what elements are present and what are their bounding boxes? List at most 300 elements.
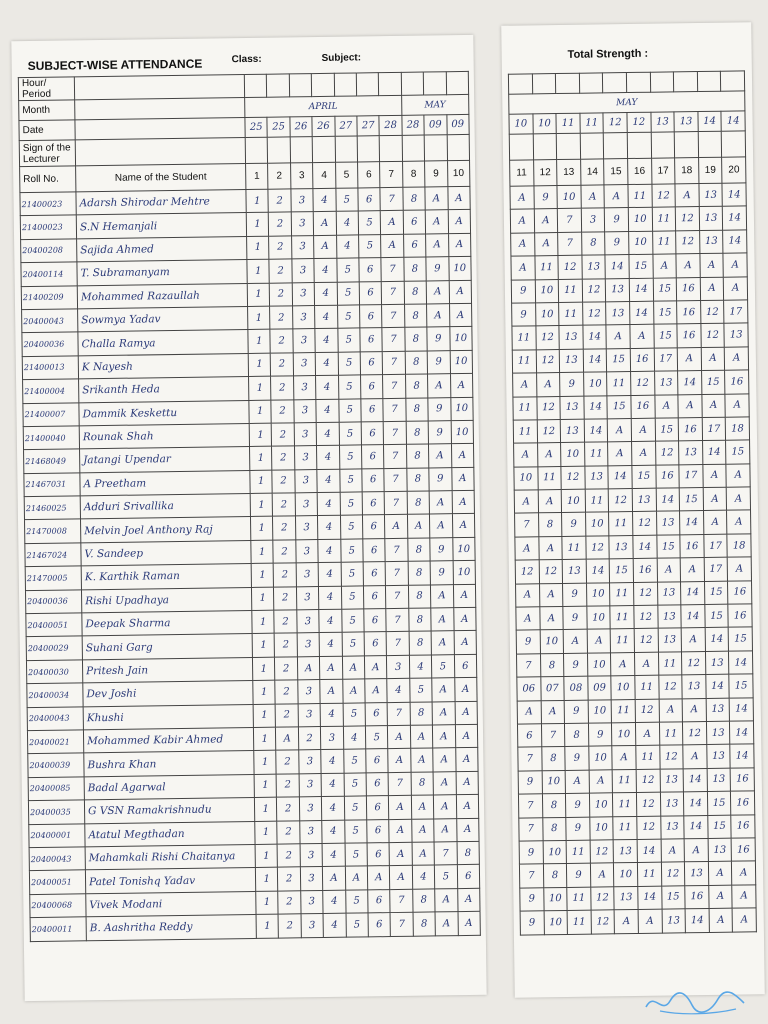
attendance-cell: A (514, 443, 538, 467)
date-cell: 14 (721, 111, 745, 131)
attendance-cell: 16 (725, 370, 749, 394)
attendance-cell: 14 (706, 674, 730, 698)
attendance-cell: A (455, 748, 478, 772)
attendance-cell: 2 (275, 680, 298, 704)
attendance-cell: 3 (295, 516, 318, 540)
attendance-cell: 9 (588, 723, 612, 747)
attendance-cell: 15 (607, 395, 631, 419)
hour-cell (379, 72, 402, 95)
attendance-cell: 4 (412, 865, 435, 889)
student-row-right (520, 908, 756, 935)
attendance-cell: 4 (314, 258, 337, 282)
attendance-cell: 13 (606, 301, 630, 325)
sign-cell (268, 137, 291, 163)
attendance-cell: 4 (316, 399, 339, 423)
attendance-cell: 7 (515, 513, 539, 537)
attendance-cell: 15 (655, 418, 679, 442)
column-number: 5 (335, 162, 358, 188)
student-row-right (512, 300, 748, 327)
attendance-cell: 1 (255, 844, 278, 868)
attendance-cell: 1 (255, 867, 278, 891)
sign-cell (698, 131, 722, 157)
attendance-cell: A (434, 818, 457, 842)
attendance-cell: 7 (390, 889, 413, 913)
student-row-right (510, 206, 746, 233)
sign-cell (533, 134, 557, 160)
attendance-cell: 5 (344, 819, 367, 843)
attendance-cell: 8 (403, 187, 426, 211)
attendance-cell: A (538, 536, 562, 560)
attendance-cell: 13 (660, 769, 684, 793)
attendance-cell: 3 (293, 329, 316, 353)
attendance-cell: 16 (731, 838, 755, 862)
student-row-right (519, 838, 755, 865)
attendance-cell: 3 (291, 235, 314, 259)
attendance-cell: 3 (298, 680, 321, 704)
attendance-cell: 5 (339, 445, 362, 469)
attendance-cell: 12 (701, 324, 725, 348)
attendance-cell: A (537, 443, 561, 467)
attendance-cell: 12 (558, 255, 582, 279)
attendance-cell: 6 (364, 609, 387, 633)
attendance-cell: 1 (254, 797, 277, 821)
attendance-cell: A (342, 679, 365, 703)
attendance-cell: 10 (586, 582, 610, 606)
student-row-right (514, 440, 750, 467)
attendance-cell: 14 (680, 511, 704, 535)
attendance-cell: 12 (590, 840, 614, 864)
attendance-cell: 5 (337, 305, 360, 329)
student-row-right (513, 393, 749, 420)
attendance-cell: A (732, 908, 756, 932)
attendance-cell: 4 (316, 375, 339, 399)
attendance-cell: A (534, 232, 558, 256)
attendance-cell: A (389, 795, 412, 819)
attendance-cell: 6 (403, 234, 426, 258)
attendance-cell: A (511, 233, 535, 257)
sign-cell (290, 137, 313, 163)
attendance-cell: 5 (345, 890, 368, 914)
attendance-cell: 2 (278, 867, 301, 891)
attendance-cell: 14 (730, 721, 754, 745)
attendance-cell: A (536, 373, 560, 397)
attendance-cell: A (682, 698, 706, 722)
attendance-cell: A (608, 442, 632, 466)
attendance-cell: 2 (269, 212, 292, 236)
student-name: Vivek Modani (86, 891, 256, 917)
attendance-cell: 3 (300, 843, 323, 867)
attendance-cell: A (433, 725, 456, 749)
attendance-cell: 3 (387, 655, 410, 679)
attendance-cell: A (435, 912, 458, 936)
column-number: 20 (722, 157, 746, 183)
attendance-cell: A (314, 235, 337, 259)
attendance-cell: A (447, 186, 470, 210)
attendance-cell: 10 (589, 746, 613, 770)
attendance-cell: 5 (343, 749, 366, 773)
sign-cell (335, 136, 358, 162)
attendance-cell: 14 (584, 395, 608, 419)
attendance-cell: A (652, 254, 676, 278)
attendance-cell: 3 (292, 306, 315, 330)
attendance-cell: 12 (661, 862, 685, 886)
student-name: V. Sandeep (81, 540, 251, 566)
attendance-cell: 1 (256, 914, 279, 938)
attendance-cell: A (657, 558, 681, 582)
attendance-cell: 11 (512, 350, 536, 374)
attendance-cell: 13 (654, 371, 678, 395)
attendance-cell: 7 (518, 747, 542, 771)
attendance-cell: 9 (428, 397, 451, 421)
sign-row-right (509, 131, 745, 160)
attendance-cell: 13 (705, 651, 729, 675)
attendance-cell: A (454, 631, 477, 655)
attendance-cell: 11 (567, 910, 591, 934)
date-cell: 28 (402, 115, 425, 135)
attendance-cell: 15 (728, 627, 752, 651)
student-name: S.N Hemanjali (76, 213, 246, 239)
attendance-cell: A (448, 210, 471, 234)
attendance-cell: 14 (608, 465, 632, 489)
student-row-right (515, 510, 751, 537)
attendance-cell: 13 (614, 886, 638, 910)
sign-spacer (75, 138, 245, 166)
attendance-cell: 13 (679, 441, 703, 465)
attendance-cell: 14 (638, 886, 662, 910)
attendance-cell: 12 (655, 441, 679, 465)
student-name: Khushi (83, 704, 253, 730)
attendance-cell: 6 (366, 772, 389, 796)
attendance-cell: A (728, 557, 752, 581)
attendance-cell: 12 (536, 349, 560, 373)
attendance-cell: 8 (405, 374, 428, 398)
attendance-cell: 4 (313, 188, 336, 212)
attendance-cell: 07 (540, 677, 564, 701)
attendance-cell: 14 (730, 744, 754, 768)
attendance-cell: 11 (612, 699, 636, 723)
attendance-cell: 4 (319, 586, 342, 610)
attendance-cell: 11 (537, 466, 561, 490)
attendance-cell: 5 (358, 211, 381, 235)
roll-number: 20400034 (27, 683, 83, 707)
attendance-cell: A (426, 233, 449, 257)
attendance-cell: A (276, 727, 299, 751)
attendance-cell: 12 (675, 207, 699, 231)
student-name: Bushra Khan (84, 751, 254, 777)
attendance-cell: A (385, 515, 408, 539)
attendance-cell: A (684, 838, 708, 862)
date-spacer (75, 118, 245, 140)
student-row-right (513, 370, 749, 397)
student-row-right (511, 253, 747, 280)
attendance-cell: 4 (315, 352, 338, 376)
attendance-cell: 1 (250, 517, 273, 541)
attendance-cell: A (432, 678, 455, 702)
attendance-cell: 11 (566, 840, 590, 864)
attendance-cell: 7 (383, 398, 406, 422)
attendance-cell: 17 (724, 300, 748, 324)
name-header: Name of the Student (76, 164, 246, 192)
attendance-cell: A (389, 819, 412, 843)
attendance-cell: 8 (408, 561, 431, 585)
attendance-cell: 14 (684, 792, 708, 816)
attendance-cell: A (732, 861, 756, 885)
attendance-cell: 06 (517, 677, 541, 701)
attendance-cell: 7 (386, 632, 409, 656)
attendance-cell: 8 (404, 304, 427, 328)
attendance-cell: 10 (561, 442, 585, 466)
attendance-cell: 14 (685, 909, 709, 933)
attendance-cell: 7 (382, 281, 405, 305)
attendance-cell: A (451, 444, 474, 468)
roll-number: 20400208 (21, 239, 77, 263)
roll-number: 20400001 (29, 823, 85, 847)
attendance-cell: 11 (584, 442, 608, 466)
attendance-cell: A (727, 487, 751, 511)
attendance-cell: A (449, 280, 472, 304)
attendance-cell: 10 (543, 887, 567, 911)
attendance-cell: 1 (250, 470, 273, 494)
date-cell: 13 (651, 112, 675, 132)
attendance-cell: A (434, 795, 457, 819)
attendance-cell: 4 (321, 750, 344, 774)
attendance-cell: 9 (564, 653, 588, 677)
column-number: 9 (425, 161, 448, 187)
attendance-cell: 8 (565, 723, 589, 747)
attendance-cell: 2 (278, 891, 301, 915)
attendance-cell: 11 (610, 606, 634, 630)
attendance-cell: 7 (434, 842, 457, 866)
attendance-cell: 2 (298, 727, 321, 751)
attendance-cell: A (678, 394, 702, 418)
attendance-cell: 3 (296, 563, 319, 587)
date-cell: 26 (312, 116, 335, 136)
attendance-cell: 7 (516, 654, 540, 678)
attendance-cell: A (410, 725, 433, 749)
sign-cell (380, 135, 403, 161)
attendance-cell: 11 (659, 722, 683, 746)
attendance-cell: 1 (246, 213, 269, 237)
student-row-right (518, 768, 754, 795)
class-label: Class: (231, 53, 262, 66)
attendance-cell: 10 (540, 630, 564, 654)
attendance-cell: A (345, 866, 368, 890)
attendance-cell: A (539, 583, 563, 607)
attendance-cell: 5 (340, 515, 363, 539)
attendance-cell: 7 (386, 608, 409, 632)
student-name: Rounak Shah (79, 423, 249, 449)
attendance-cell: 4 (317, 446, 340, 470)
attendance-cell: 5 (340, 492, 363, 516)
student-row-right (510, 183, 746, 210)
right-page (501, 22, 765, 997)
roll-number: 20400051 (29, 870, 85, 894)
attendance-cell: 14 (586, 559, 610, 583)
attendance-cell: 12 (536, 396, 560, 420)
date-cell: 10 (533, 114, 557, 134)
attendance-cell: A (320, 679, 343, 703)
attendance-cell: 6 (365, 702, 388, 726)
date-cell: 14 (698, 111, 722, 131)
attendance-cell: 11 (612, 769, 636, 793)
sign-cell (674, 132, 698, 158)
attendance-cell: 3 (297, 610, 320, 634)
attendance-cell: 9 (565, 747, 589, 771)
column-number: 6 (357, 162, 380, 188)
roll-number: 21400023 (20, 215, 76, 239)
student-name: Rishi Upadhaya (81, 587, 251, 613)
attendance-cell: 2 (269, 236, 292, 260)
roll-number: 21400013 (22, 356, 78, 380)
attendance-cell: A (431, 631, 454, 655)
attendance-cell: A (456, 771, 479, 795)
student-row-right (511, 276, 747, 303)
sign-cell (509, 134, 533, 160)
attendance-cell: 5 (343, 702, 366, 726)
attendance-cell: 3 (297, 633, 320, 657)
attendance-cell: 7 (382, 304, 405, 328)
attendance-cell: 10 (588, 699, 612, 723)
student-row-right (518, 791, 754, 818)
attendance-cell: 14 (722, 183, 746, 207)
attendance-cell: 10 (450, 397, 473, 421)
attendance-cell: 9 (518, 771, 542, 795)
attendance-cell: 14 (583, 325, 607, 349)
attendance-cell: A (435, 888, 458, 912)
attendance-cell: 1 (251, 540, 274, 564)
attendance-cell: 11 (635, 675, 659, 699)
date-cell: 28 (379, 115, 402, 135)
attendance-cell: 16 (728, 604, 752, 628)
attendance-cell: 7 (558, 232, 582, 256)
student-row-right (519, 814, 755, 841)
attendance-cell: 13 (657, 605, 681, 629)
attendance-cell: A (539, 607, 563, 631)
attendance-cell: 10 (629, 231, 653, 255)
attendance-cell: A (407, 514, 430, 538)
student-name: Sowmya Yadav (78, 306, 248, 332)
attendance-cell: A (425, 187, 448, 211)
attendance-cell: A (565, 770, 589, 794)
month-spacer (75, 98, 245, 120)
attendance-cell: 13 (707, 745, 731, 769)
student-row-right (518, 744, 754, 771)
student-row-right (516, 651, 752, 678)
roll-header: Roll No. (20, 166, 76, 193)
roll-number: 20400068 (30, 894, 86, 918)
attendance-cell: A (430, 514, 453, 538)
attendance-cell: 14 (723, 230, 747, 254)
attendance-cell: 5 (339, 469, 362, 493)
attendance-cell: 9 (429, 467, 452, 491)
attendance-cell: 3 (291, 212, 314, 236)
attendance-cell: 2 (270, 306, 293, 330)
attendance-cell: 7 (541, 723, 565, 747)
attendance-cell: 11 (652, 207, 676, 231)
attendance-cell: A (516, 583, 540, 607)
attendance-cell: 3 (321, 726, 344, 750)
roll-number: 20400011 (30, 917, 86, 941)
attendance-cell: 15 (726, 440, 750, 464)
attendance-cell: 8 (404, 257, 427, 281)
column-number: 16 (628, 158, 652, 184)
attendance-cell: A (411, 818, 434, 842)
attendance-cell: A (701, 347, 725, 371)
sign-cell (627, 132, 651, 158)
attendance-cell: 13 (658, 628, 682, 652)
date-cell: 25 (267, 117, 290, 137)
attendance-cell: A (388, 749, 411, 773)
student-name: Srikanth Heda (79, 377, 249, 403)
attendance-cell: 5 (432, 654, 455, 678)
attendance-cell: 8 (409, 608, 432, 632)
attendance-cell: 4 (318, 516, 341, 540)
attendance-cell: 9 (605, 208, 629, 232)
hour-cell (508, 74, 532, 94)
attendance-cell: 3 (292, 282, 315, 306)
attendance-cell: 13 (562, 559, 586, 583)
attendance-cell: 14 (729, 651, 753, 675)
student-name: Melvin Joel Anthony Raj (81, 517, 251, 543)
attendance-cell: 12 (634, 605, 658, 629)
student-row-right (511, 230, 747, 257)
attendance-cell: 4 (314, 282, 337, 306)
attendance-cell: A (700, 253, 724, 277)
attendance-cell: 7 (557, 209, 581, 233)
sign-cell (312, 136, 335, 162)
attendance-cell: 14 (681, 581, 705, 605)
date-label: Date (19, 120, 75, 141)
attendance-cell: 7 (384, 468, 407, 492)
attendance-cell: 1 (253, 680, 276, 704)
attendance-cell: A (516, 607, 540, 631)
attendance-cell: 12 (658, 675, 682, 699)
attendance-cell: 15 (729, 674, 753, 698)
attendance-cell: 2 (269, 259, 292, 283)
attendance-cell: A (611, 652, 635, 676)
attendance-cell: A (703, 511, 727, 535)
attendance-cell: 2 (278, 914, 301, 938)
attendance-cell: 9 (427, 327, 450, 351)
attendance-cell: 12 (515, 560, 539, 584)
attendance-cell: 13 (706, 698, 730, 722)
attendance-cell: A (587, 629, 611, 653)
attendance-cell: 13 (682, 675, 706, 699)
student-name: G VSN Ramakrishnudu (84, 798, 254, 824)
subject-label: Subject: (321, 52, 362, 64)
attendance-cell: A (614, 910, 638, 934)
attendance-cell: 16 (685, 885, 709, 909)
attendance-cell: 6 (363, 538, 386, 562)
roll-number: 21470005 (25, 566, 81, 590)
attendance-cell: 10 (587, 606, 611, 630)
attendance-cell: 9 (511, 279, 535, 303)
attendance-cell: 1 (252, 610, 275, 634)
date-cell: 12 (603, 113, 627, 133)
attendance-cell: 16 (655, 465, 679, 489)
attendance-cell: 5 (340, 539, 363, 563)
date-cell: 09 (424, 115, 447, 135)
attendance-cell: 11 (513, 396, 537, 420)
attendance-cell: 8 (541, 747, 565, 771)
attendance-cell: 15 (679, 488, 703, 512)
attendance-cell: 2 (272, 446, 295, 470)
attendance-cell: 10 (451, 420, 474, 444)
attendance-cell: 2 (275, 703, 298, 727)
attendance-cell: 4 (320, 703, 343, 727)
attendance-cell: A (456, 818, 479, 842)
attendance-cell: 16 (678, 417, 702, 441)
